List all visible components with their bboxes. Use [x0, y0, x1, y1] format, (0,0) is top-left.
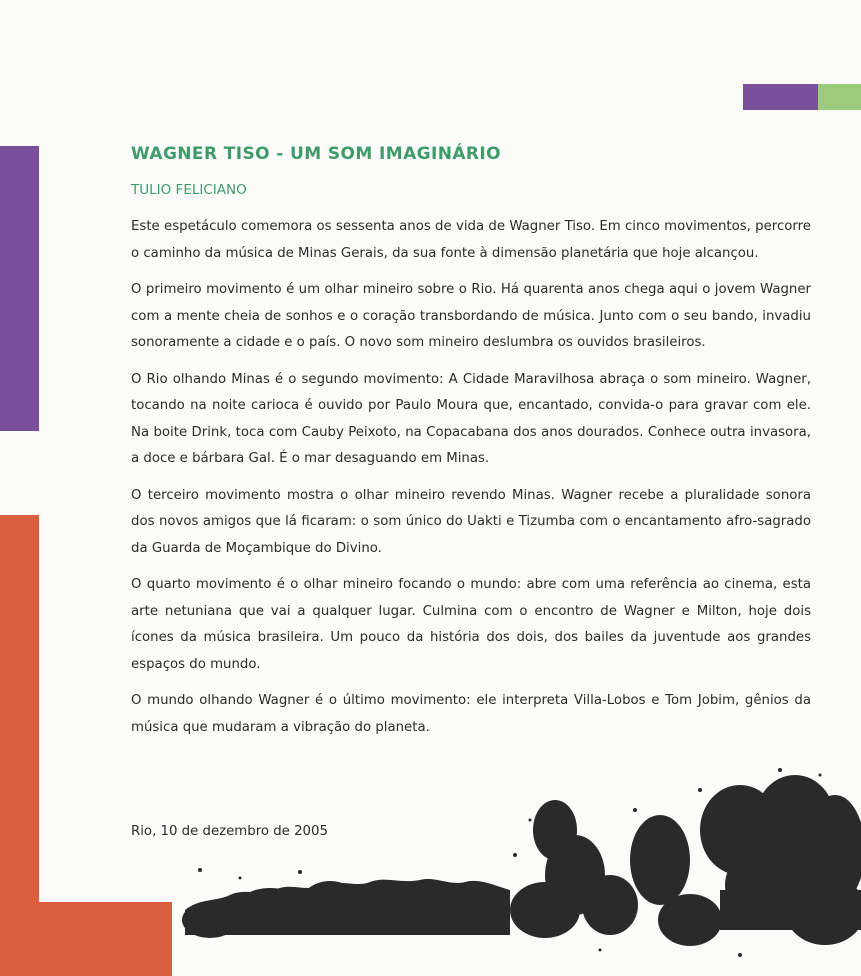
paragraph-3: O Rio olhando Minas é o segundo movimento: A Cidade Maravilhosa abraça o som mineiro. Wagner, tocando na noite carioca é ouvido por Paulo Moura que, encantado, convida-o para gravar com ele. Na boite Drink, toca com Cauby Peixoto, na Copacabana dos anos dourados. Conhece outra invasora, a doce e bárbara Gal. É o mar desaguando em Minas. [131, 371, 811, 466]
green-top-bar [818, 84, 861, 110]
paragraph-5: O quarto movimento é o olhar mineiro focando o mundo: abre com uma referência ao cinema, esta arte netuniana que vai a qualquer lugar. Culmina com o encontro de Wagner e Milton, hoje dois ícones da música brasileira. Um pouco da história dos dois, dos bailes da juventude aos grandes espaços do mundo. [131, 577, 811, 672]
city-silhouette-image [180, 760, 861, 976]
author-name: TULIO FELICIANO [131, 182, 247, 198]
orange-left-bar [0, 515, 39, 976]
purple-top-bar [743, 84, 818, 110]
page-title: WAGNER TISO - UM SOM IMAGINÁRIO [131, 144, 501, 164]
orange-bottom-bar [39, 902, 172, 976]
paragraph-4: O terceiro movimento mostra o olhar mineiro revendo Minas. Wagner recebe a pluralidade sonora dos novos amigos que lá ficaram: o som único do Uakti e Tizumba com o encantamento afro-sagrado da Guarda de Moçambique do Divino. [131, 487, 811, 556]
paragraph-1: Este espetáculo comemora os sessenta anos de vida de Wagner Tiso. Em cinco movimentos, percorre o caminho da música de Minas Gerais, da sua fonte à dimensão planetária que hoje alcançou. [131, 219, 811, 261]
article-body [131, 214, 811, 751]
paragraph-6: O mundo olhando Wagner é o último movimento: ele interpreta Villa-Lobos e Tom Jobim, gênios da música que mudaram a vibração do planeta. [131, 693, 811, 735]
date-signoff: Rio, 10 de dezembro de 2005 [131, 824, 328, 839]
paragraph-2: O primeiro movimento é um olhar mineiro sobre o Rio. Há quarenta anos chega aqui o jovem Wagner com a mente cheia de sonhos e o coração transbordando de música. Junto com o seu bando, invadiu sonoramente a cidade e o país. O novo som mineiro deslumbra os ouvidos brasileiros. [131, 282, 811, 350]
purple-left-bar [0, 146, 39, 431]
